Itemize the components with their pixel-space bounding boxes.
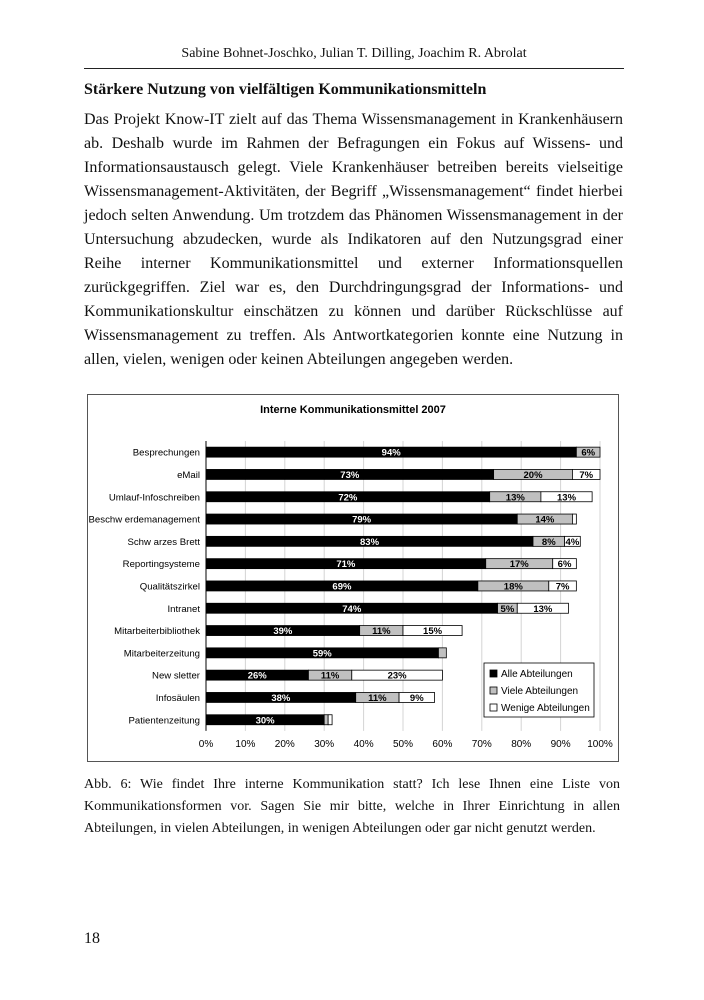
data-label: 11% <box>372 626 391 638</box>
x-tick-label: 90% <box>550 738 571 750</box>
category-label: Umlauf-Infoschreiben <box>108 492 200 504</box>
data-label: 9% <box>409 692 424 704</box>
legend-swatch <box>490 670 497 677</box>
data-label: 20% <box>523 469 543 481</box>
x-tick-label: 50% <box>392 738 414 750</box>
category-label: New sletter <box>152 670 200 682</box>
data-label: 6% <box>557 559 572 571</box>
chart-frame <box>87 394 619 762</box>
data-label: 73% <box>340 469 360 481</box>
data-label: 38% <box>271 692 291 704</box>
bar-segment <box>572 514 576 524</box>
page-number: 18 <box>84 930 100 947</box>
bar-segment <box>324 715 328 725</box>
chart-title: Interne Kommunikationsmittel 2007 <box>260 404 446 416</box>
x-tick-label: 80% <box>511 738 532 750</box>
x-tick-label: 40% <box>353 738 374 750</box>
category-label: Mitarbeiterbibliothek <box>114 626 200 638</box>
x-tick-label: 70% <box>471 738 492 750</box>
body-paragraph: Das Projekt Know-IT zielt auf das Thema Wissensmanagement in Krankenhäusern ab. Deshalb wurde im Rahmen der Befragungen ein Fokus auf Wissens- und Informationsaustausch gelegt. Viele Krankenhäuser betreiben bereits vielseitige Wissensmanagement-Aktivitäten, der Begriff „Wissensmanagement“ findet hierbei jedoch selten Anwendung. Um trotzdem das Phänomen Wissensmanagement in der Untersuchung abzudecken, wurde als Indikatoren auf den Nutzungsgrad einer Reihe interner Kommunikationsmittel und externer Informationsquellen zurückgegriffen. Ziel war es, den Durchdringungsgrad der Informations- und Kommunikationskultur einschätzen zu können und darüber Rückschlüsse auf Wissensmanagement zu treffen. Als Antwortkategorien konnte eine Nutzung in allen, vielen, wenigen oder keinen Abteilungen angegeben werden. <box>84 111 623 368</box>
category-label: Beschw erdemanagement <box>88 514 200 526</box>
data-label: 79% <box>352 514 372 526</box>
x-tick-label: 10% <box>235 738 256 750</box>
data-label: 23% <box>387 670 407 682</box>
data-label: 13% <box>505 492 525 504</box>
section-heading: Stärkere Nutzung von vielfältigen Kommunikationsmitteln <box>84 81 487 98</box>
bar-segment <box>328 715 332 725</box>
legend-label: Wenige Abteilungen <box>501 703 590 714</box>
legend-label: Alle Abteilungen <box>501 669 573 680</box>
data-label: 11% <box>368 692 387 704</box>
data-label: 83% <box>360 536 380 548</box>
data-label: 7% <box>555 581 570 593</box>
x-tick-label: 0% <box>198 738 214 750</box>
data-label: 11% <box>320 670 340 682</box>
data-label: 5% <box>500 603 515 615</box>
bar-chart <box>88 395 618 761</box>
legend-swatch <box>490 687 497 694</box>
data-label: 72% <box>338 492 358 504</box>
category-label: Reportingsysteme <box>122 559 200 571</box>
running-header: Sabine Bohnet-Joschko, Julian T. Dilling, Joachim R. Abrolat <box>181 46 527 61</box>
category-label: Qualitätszirkel <box>139 581 200 593</box>
data-label: 7% <box>579 469 594 481</box>
data-label: 13% <box>533 603 553 615</box>
category-label: Infosäulen <box>155 692 200 704</box>
figure-caption: Abb. 6: Wie findet Ihre interne Kommunikation statt? Ich lese Ihnen eine Liste von Kommunikationsformen vor. Sagen Sie mir bitte, welche in Ihrer Einrichtung in allen Abteilungen, in vielen Abteilungen, in wenigen Abteilungen oder gar nicht genutzt werden. <box>84 777 620 836</box>
x-tick-label: 30% <box>314 738 335 750</box>
data-label: 15% <box>423 626 443 638</box>
data-label: 71% <box>336 559 356 571</box>
bar-segment <box>438 648 446 658</box>
legend-swatch <box>490 704 497 711</box>
data-label: 6% <box>581 447 596 459</box>
data-label: 94% <box>381 447 401 459</box>
category-label: Patientenzeitung <box>128 715 200 727</box>
data-label: 13% <box>557 492 577 504</box>
data-label: 4% <box>565 536 580 548</box>
data-label: 26% <box>247 670 267 682</box>
data-label: 8% <box>541 536 556 548</box>
data-label: 18% <box>503 581 523 593</box>
x-tick-label: 20% <box>274 738 295 750</box>
legend-label: Viele Abteilungen <box>501 686 579 697</box>
header-rule <box>84 68 624 69</box>
x-tick-label: 100% <box>587 738 613 750</box>
category-label: Schw arzes Brett <box>127 536 200 548</box>
data-label: 14% <box>535 514 555 526</box>
data-label: 69% <box>332 581 352 593</box>
data-label: 74% <box>342 603 362 615</box>
category-label: Besprechungen <box>132 447 200 459</box>
category-label: eMail <box>177 469 200 481</box>
category-label: Mitarbeiterzeitung <box>123 648 200 660</box>
data-label: 39% <box>273 626 293 638</box>
data-label: 30% <box>255 715 275 727</box>
category-label: Intranet <box>167 603 200 615</box>
x-tick-label: 60% <box>432 738 453 750</box>
data-label: 17% <box>509 559 529 571</box>
data-label: 59% <box>312 648 332 660</box>
